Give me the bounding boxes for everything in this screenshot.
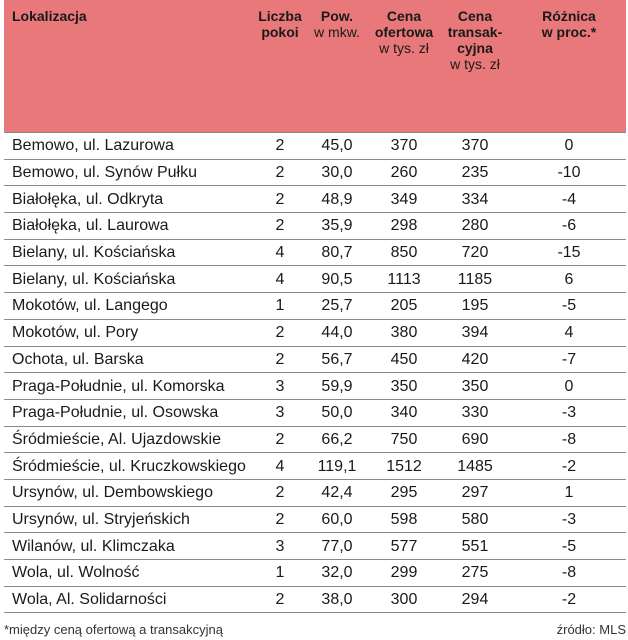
cell-difference: -8	[512, 560, 626, 587]
cell-area: 50,0	[304, 399, 370, 426]
cell-offer-price: 850	[370, 239, 438, 266]
cell-area: 30,0	[304, 159, 370, 186]
table-row	[4, 453, 626, 480]
cell-transaction-price: 350	[438, 373, 512, 400]
cell-rooms: 2	[256, 586, 304, 613]
table-row	[4, 319, 626, 346]
table-row	[4, 506, 626, 533]
table-row	[4, 533, 626, 560]
header-difference: Różnica w proc.*	[541, 8, 597, 40]
cell-transaction-price: 394	[438, 319, 512, 346]
cell-location: Białołęka, ul. Laurowa	[4, 213, 256, 240]
cell-rooms: 1	[256, 293, 304, 320]
cell-location: Wola, Al. Solidarności	[4, 586, 256, 613]
cell-offer-price: 340	[370, 399, 438, 426]
cell-area: 66,2	[304, 426, 370, 453]
cell-difference: -8	[512, 426, 626, 453]
cell-offer-price: 450	[370, 346, 438, 373]
cell-transaction-price: 294	[438, 586, 512, 613]
cell-transaction-price: 334	[438, 186, 512, 213]
table-row	[4, 373, 626, 400]
cell-difference: -3	[512, 506, 626, 533]
header-row	[4, 0, 626, 133]
cell-rooms: 3	[256, 533, 304, 560]
cell-difference: 4	[512, 319, 626, 346]
table-row	[4, 479, 626, 506]
cell-location: Białołęka, ul. Odkryta	[4, 186, 256, 213]
cell-transaction-price: 580	[438, 506, 512, 533]
cell-location: Praga-Południe, ul. Komorska	[4, 373, 256, 400]
cell-transaction-price: 330	[438, 399, 512, 426]
cell-area: 90,5	[304, 266, 370, 293]
cell-transaction-price: 280	[438, 213, 512, 240]
table-row	[4, 186, 626, 213]
cell-location: Wilanów, ul. Klimczaka	[4, 533, 256, 560]
cell-difference: -3	[512, 399, 626, 426]
cell-transaction-price: 1185	[438, 266, 512, 293]
cell-location: Ursynów, ul. Dembowskiego	[4, 479, 256, 506]
table-row	[4, 586, 626, 613]
table-body	[4, 133, 626, 613]
table-row	[4, 213, 626, 240]
table-row	[4, 239, 626, 266]
table-row	[4, 266, 626, 293]
cell-rooms: 2	[256, 159, 304, 186]
header-offer-price: Cena ofertowa w tys. zł	[374, 8, 434, 56]
cell-offer-price: 1512	[370, 453, 438, 480]
cell-area: 32,0	[304, 560, 370, 587]
cell-transaction-price: 720	[438, 239, 512, 266]
cell-offer-price: 380	[370, 319, 438, 346]
cell-difference: 0	[512, 373, 626, 400]
cell-transaction-price: 1485	[438, 453, 512, 480]
cell-transaction-price: 690	[438, 426, 512, 453]
cell-transaction-price: 551	[438, 533, 512, 560]
cell-area: 60,0	[304, 506, 370, 533]
cell-location: Bemowo, ul. Lazurowa	[4, 133, 256, 160]
cell-offer-price: 300	[370, 586, 438, 613]
cell-area: 38,0	[304, 586, 370, 613]
cell-transaction-price: 195	[438, 293, 512, 320]
cell-difference: 1	[512, 479, 626, 506]
cell-rooms: 2	[256, 319, 304, 346]
cell-area: 48,9	[304, 186, 370, 213]
cell-rooms: 3	[256, 373, 304, 400]
cell-difference: -2	[512, 586, 626, 613]
cell-difference: -7	[512, 346, 626, 373]
table-row	[4, 560, 626, 587]
cell-offer-price: 1113	[370, 266, 438, 293]
cell-rooms: 3	[256, 399, 304, 426]
cell-difference: -4	[512, 186, 626, 213]
table-row	[4, 346, 626, 373]
cell-offer-price: 750	[370, 426, 438, 453]
cell-area: 56,7	[304, 346, 370, 373]
cell-rooms: 4	[256, 266, 304, 293]
cell-difference: -10	[512, 159, 626, 186]
cell-location: Wola, ul. Wolność	[4, 560, 256, 587]
cell-transaction-price: 420	[438, 346, 512, 373]
cell-area: 119,1	[304, 453, 370, 480]
cell-area: 42,4	[304, 479, 370, 506]
cell-location: Śródmieście, ul. Kruczkowskiego	[4, 453, 256, 480]
cell-location: Mokotów, ul. Pory	[4, 319, 256, 346]
cell-difference: -2	[512, 453, 626, 480]
cell-offer-price: 598	[370, 506, 438, 533]
cell-location: Bielany, ul. Kościańska	[4, 239, 256, 266]
cell-rooms: 2	[256, 186, 304, 213]
cell-offer-price: 295	[370, 479, 438, 506]
source-label: źródło: MLS	[556, 622, 626, 637]
table-row	[4, 159, 626, 186]
table-footer	[4, 620, 626, 640]
header-area: Pow. w mkw.	[314, 8, 360, 40]
cell-offer-price: 205	[370, 293, 438, 320]
header-rooms: Liczba pokoi	[258, 8, 302, 40]
cell-area: 80,7	[304, 239, 370, 266]
cell-offer-price: 298	[370, 213, 438, 240]
cell-transaction-price: 235	[438, 159, 512, 186]
cell-area: 25,7	[304, 293, 370, 320]
cell-location: Praga-Południe, ul. Osowska	[4, 399, 256, 426]
header-transaction-price: Cena transak- cyjna w tys. zł	[447, 8, 503, 72]
table-row	[4, 426, 626, 453]
cell-rooms: 2	[256, 133, 304, 160]
cell-area: 77,0	[304, 533, 370, 560]
cell-rooms: 4	[256, 239, 304, 266]
cell-difference: -5	[512, 293, 626, 320]
cell-location: Mokotów, ul. Langego	[4, 293, 256, 320]
cell-difference: 6	[512, 266, 626, 293]
cell-difference: -5	[512, 533, 626, 560]
table-row	[4, 293, 626, 320]
table-header	[4, 0, 626, 133]
cell-rooms: 2	[256, 426, 304, 453]
cell-offer-price: 299	[370, 560, 438, 587]
cell-location: Ursynów, ul. Stryjeńskich	[4, 506, 256, 533]
cell-area: 45,0	[304, 133, 370, 160]
table-row	[4, 133, 626, 160]
header-location: Lokalizacja	[12, 8, 87, 24]
table-row	[4, 399, 626, 426]
cell-transaction-price: 370	[438, 133, 512, 160]
cell-rooms: 1	[256, 560, 304, 587]
cell-difference: -15	[512, 239, 626, 266]
footnote: *między ceną ofertową a transakcyjną	[4, 622, 223, 637]
cell-area: 59,9	[304, 373, 370, 400]
cell-offer-price: 350	[370, 373, 438, 400]
cell-rooms: 2	[256, 213, 304, 240]
cell-rooms: 2	[256, 506, 304, 533]
cell-difference: -6	[512, 213, 626, 240]
cell-offer-price: 577	[370, 533, 438, 560]
price-table-container	[4, 0, 626, 613]
cell-difference: 0	[512, 133, 626, 160]
cell-location: Bielany, ul. Kościańska	[4, 266, 256, 293]
cell-location: Ochota, ul. Barska	[4, 346, 256, 373]
cell-area: 35,9	[304, 213, 370, 240]
cell-transaction-price: 297	[438, 479, 512, 506]
cell-rooms: 4	[256, 453, 304, 480]
cell-location: Śródmieście, Al. Ujazdowskie	[4, 426, 256, 453]
price-table	[4, 0, 626, 613]
cell-offer-price: 260	[370, 159, 438, 186]
cell-transaction-price: 275	[438, 560, 512, 587]
cell-offer-price: 349	[370, 186, 438, 213]
cell-location: Bemowo, ul. Synów Pułku	[4, 159, 256, 186]
cell-area: 44,0	[304, 319, 370, 346]
cell-rooms: 2	[256, 346, 304, 373]
cell-offer-price: 370	[370, 133, 438, 160]
cell-rooms: 2	[256, 479, 304, 506]
